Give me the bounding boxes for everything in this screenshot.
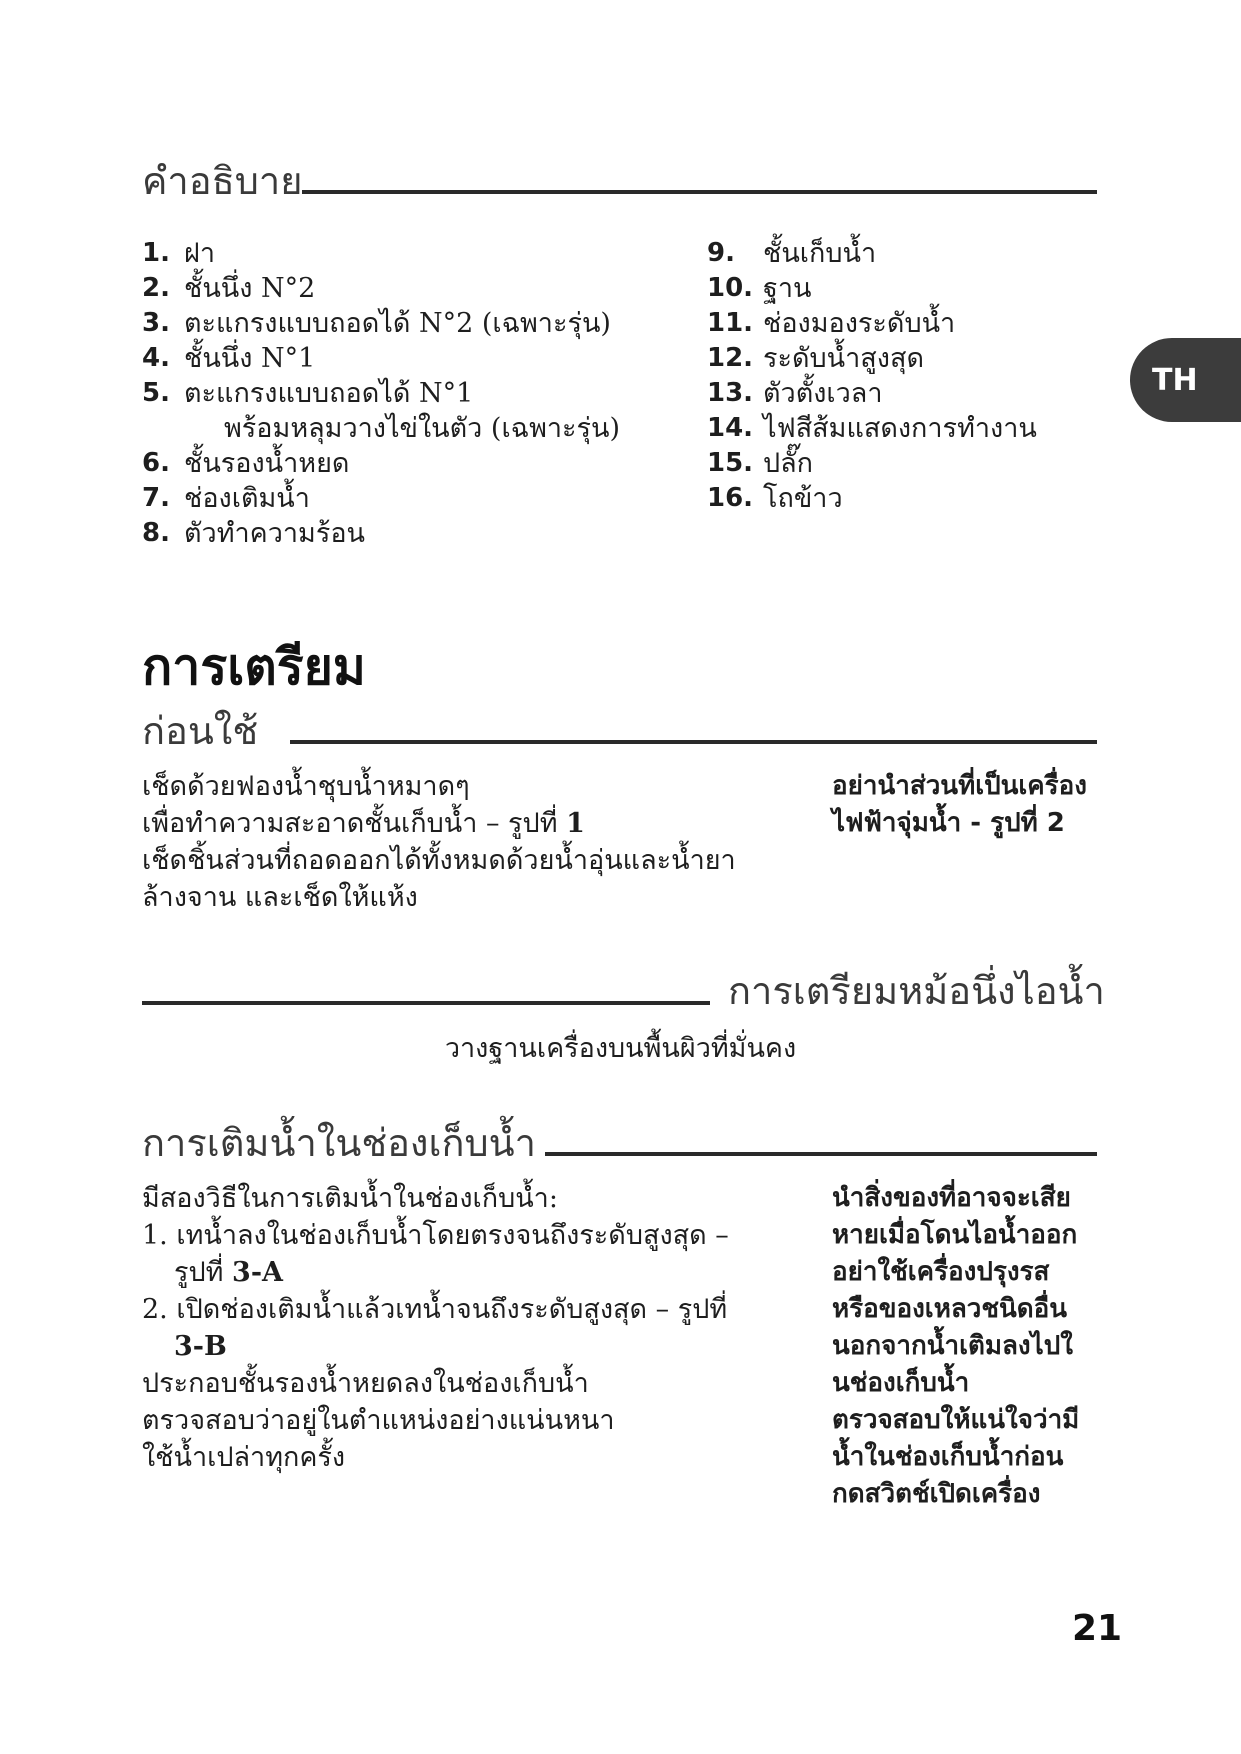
item-label: ตะแกรงแบบถอดได้ N°2 (เฉพาะรุ่น)	[184, 308, 611, 339]
warning-line: หายเมื่อโดนไอน้ำออก	[832, 1220, 1078, 1250]
item-number: 11.	[707, 308, 754, 338]
item-label: ระดับน้ำสูงสุด	[763, 343, 924, 374]
warning-line: หรือของเหลวชนิดอื่น	[832, 1294, 1068, 1324]
list-item	[142, 376, 620, 411]
figure-reference: 1	[566, 808, 585, 839]
text-line	[142, 805, 736, 842]
item-label: พร้อมหลุมวางไข่ในตัว (เฉพาะรุ่น)	[224, 413, 621, 444]
list-item	[707, 236, 1037, 271]
item-label: ช่องมองระดับน้ำ	[763, 308, 956, 339]
item-label: ตัวทำความร้อน	[184, 518, 366, 549]
line-text: ประกอบชั้นรองน้ำหยดลงในช่องเก็บน้ำ	[142, 1368, 589, 1399]
item-label: ฝา	[184, 238, 215, 269]
list-item	[707, 306, 1037, 341]
item-number: 7.	[142, 483, 170, 513]
list-item	[142, 446, 620, 481]
list-item	[142, 516, 620, 551]
warning-line: ตรวจสอบให้แน่ใจว่ามี	[832, 1405, 1080, 1435]
list-item	[707, 446, 1037, 481]
parts-list-left	[142, 236, 620, 551]
heading-rule	[545, 1152, 1097, 1156]
language-tab-th[interactable]: TH	[1130, 338, 1241, 422]
item-label: ตัวตั้งเวลา	[763, 378, 883, 409]
before-use-heading: ก่อนใช้	[142, 709, 259, 753]
item-number: 12.	[707, 343, 754, 373]
page-number: 21	[1072, 1608, 1123, 1649]
figure-reference: 3-A	[232, 1257, 283, 1288]
line-text: รูปที่	[174, 1257, 233, 1288]
list-item	[142, 271, 620, 306]
heading-rule	[142, 1001, 710, 1005]
heading-rule	[290, 740, 1097, 744]
item-number: 14.	[707, 413, 754, 443]
warning-line: นช่องเก็บน้ำ	[832, 1368, 970, 1398]
description-heading: คำอธิบาย	[142, 159, 303, 203]
list-item	[707, 481, 1037, 516]
text-line	[142, 1217, 729, 1254]
warning-line: ไฟฟ้าจุ่มน้ำ - รูปที่ 2	[832, 808, 1065, 838]
line-text: ใช้น้ำเปล่าทุกครั้ง	[142, 1442, 346, 1473]
warning-line: นำสิ่งของที่อาจจะเสีย	[832, 1183, 1071, 1213]
line-text: 2. เปิดช่องเติมน้ำแล้วเทน้ำจนถึงระดับสูงสุด – รูปที่	[142, 1294, 728, 1325]
item-label: ชั้นนึ่ง N°2	[184, 273, 316, 304]
list-item	[707, 411, 1037, 446]
line-text: ล้างจาน และเช็ดให้แห้ง	[142, 882, 418, 913]
item-number: 10.	[707, 273, 754, 303]
item-label: ตะแกรงแบบถอดได้ N°1	[184, 378, 474, 409]
list-item	[142, 306, 620, 341]
item-number: 5.	[142, 378, 170, 408]
item-number: 9.	[707, 238, 735, 268]
text-line	[142, 1328, 729, 1365]
filling-warning	[832, 1180, 1079, 1513]
warning-line: กดสวิตช์เปิดเครื่อง	[832, 1479, 1041, 1509]
line-text: เช็ดด้วยฟองน้ำชุบน้ำหมาดๆ	[142, 771, 470, 802]
item-label: ชั้นนึ่ง N°1	[184, 343, 316, 374]
item-label: ปลั๊ก	[763, 448, 814, 479]
text-line	[142, 879, 736, 916]
item-label: ฐาน	[763, 273, 812, 304]
line-text: เพื่อทำความสะอาดชั้นเก็บน้ำ – รูปที่	[142, 808, 567, 839]
item-label: ช่องเติมน้ำ	[184, 483, 310, 514]
line-text: เช็ดชิ้นส่วนที่ถอดออกได้ทั้งหมดด้วยน้ำอุ่นและน้ำยา	[142, 845, 736, 876]
list-item	[707, 271, 1037, 306]
before-use-warning	[832, 768, 1087, 842]
list-item	[142, 411, 620, 446]
item-number: 1.	[142, 238, 170, 268]
item-number: 2.	[142, 273, 170, 303]
item-number: 16.	[707, 483, 754, 513]
list-item	[707, 376, 1037, 411]
list-item	[142, 481, 620, 516]
filling-heading: การเติมน้ำในช่องเก็บน้ำ	[142, 1121, 536, 1165]
item-label: ชั้นรองน้ำหยด	[184, 448, 350, 479]
item-number: 13.	[707, 378, 754, 408]
text-line	[142, 842, 736, 879]
steamer-prep-text: วางฐานเครื่องบนพื้นผิวที่มั่นคง	[444, 1033, 797, 1064]
text-line	[142, 1254, 729, 1291]
warning-line: อย่าใช้เครื่องปรุงรส	[832, 1257, 1050, 1287]
warning-line: อย่านำส่วนที่เป็นเครื่อง	[832, 771, 1087, 801]
item-label: ไฟสีส้มแสดงการทำงาน	[763, 413, 1037, 444]
text-line	[142, 768, 736, 805]
steamer-prep-heading: การเตรียมหม้อนึ่งไอน้ำ	[728, 969, 1105, 1013]
warning-line: นอกจากน้ำเติมลงไปใ	[832, 1331, 1073, 1361]
text-line	[142, 1180, 729, 1217]
item-number: 4.	[142, 343, 170, 373]
section-title-preparation: การเตรียม	[142, 638, 366, 696]
line-text: มีสองวิธีในการเติมน้ำในช่องเก็บน้ำ:	[142, 1183, 558, 1214]
list-item	[707, 341, 1037, 376]
line-text: 1. เทน้ำลงในช่องเก็บน้ำโดยตรงจนถึงระดับสูงสุด –	[142, 1220, 729, 1251]
filling-text	[142, 1180, 729, 1476]
line-text: ตรวจสอบว่าอยู่ในตำแหน่งอย่างแน่นหนา	[142, 1405, 615, 1436]
warning-line: น้ำในช่องเก็บน้ำก่อน	[832, 1442, 1064, 1472]
list-item	[142, 236, 620, 271]
item-number: 8.	[142, 518, 170, 548]
before-use-text	[142, 768, 736, 916]
item-label: ชั้นเก็บน้ำ	[763, 238, 877, 269]
list-item	[142, 341, 620, 376]
heading-rule	[302, 190, 1097, 194]
text-line	[142, 1402, 729, 1439]
parts-list-right	[707, 236, 1037, 516]
item-number: 15.	[707, 448, 754, 478]
item-number: 3.	[142, 308, 170, 338]
text-line	[142, 1365, 729, 1402]
text-line	[142, 1439, 729, 1476]
text-line	[142, 1291, 729, 1328]
item-label: โถข้าว	[763, 483, 843, 514]
figure-reference: 3-B	[174, 1331, 227, 1362]
item-number: 6.	[142, 448, 170, 478]
